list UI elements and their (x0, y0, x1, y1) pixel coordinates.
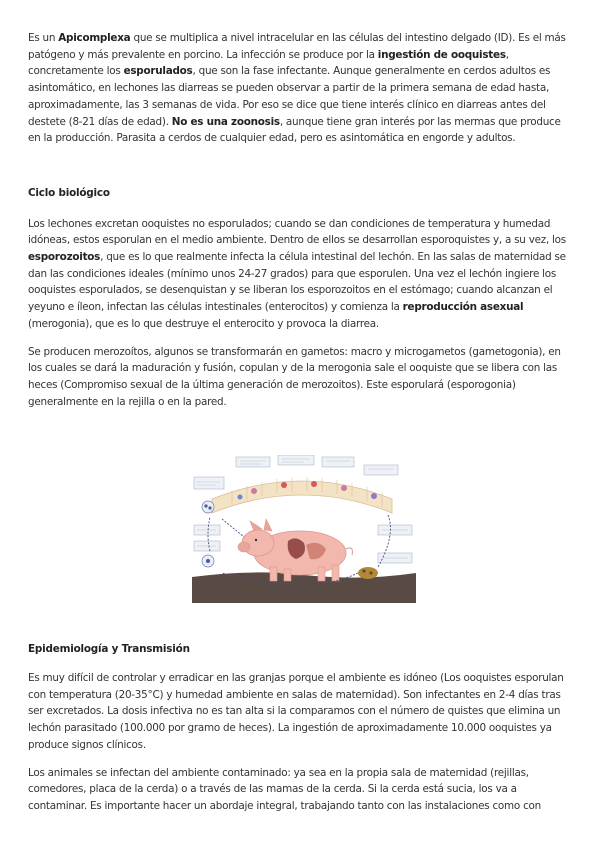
text-run: Es un (28, 32, 59, 44)
bold-term: reproducción asexual (402, 301, 524, 314)
text-run: , concretamente los (28, 48, 509, 78)
text-run: (merogonia), que es lo que destruye el enterocito y provoca la diarrea. (28, 317, 379, 330)
bold-term: No es una zoonosis (171, 115, 280, 128)
text-run: , que es lo que realmente infecta la célula intestinal del lechón. En las salas de maternidad se dan las condiciones ideales (mínimo unos 24-27 grados) para que esporulen. Una vez el lechón ingiere los ooquistes esporulados, se desenquistan y se liberan los esporozoitos en el estómago; cuando alcanzan el yeyuno e íleon, infectan las células intestinales (enterocitos) y comienza la (28, 251, 566, 314)
heading-epidemiologia: Epidemiología y Transmisión (28, 643, 190, 656)
heading-ciclo-biologico: Ciclo biológico (28, 186, 110, 199)
intro-paragraph (28, 30, 576, 147)
epidemiologia-paragraph-2: Los animales se infectan del ambiente contaminado: ya sea en la propia sala de maternidad (rejillas, comedores, placa de la cerda) o a través de las mamas de la cerda. Si la cerda está sucia, los va a contaminar. Es importante hacer un abordaje integral, trabajando tanto con las instalaciones como con (28, 766, 541, 812)
ciclo-paragraph-1 (28, 216, 576, 333)
bold-term: esporulados (123, 65, 193, 78)
document-content (28, 30, 576, 815)
ciclo-paragraph-2: Se producen merozoítos, algunos se transformarán en gametos: macro y microgametos (gametogonia), en los cuales se dará la maduración y fusión, copulan y de la merogonia sale el ooquiste que se libera con las heces (Compromiso sexual de la última generación de merozoitos). Este esporulará (esporogonia) generalmente en la rejilla o en la pared. (28, 345, 561, 408)
ground-soil (192, 573, 416, 604)
text-run: , que son la fase infectante. Aunque generalmente en cerdos adultos es asintomático, en lechones las diarreas se pueden observar a partir de la primera semana de edad hasta, aproximadamente, las 3 semanas de vida. Por eso se dice que tiene interés clínico en diarreas antes del destete (8-21 días de edad). (28, 65, 551, 128)
life-cycle-diagram (192, 455, 416, 603)
bold-term: Apicomplexa (58, 32, 131, 44)
bold-term: esporozoitos (28, 251, 101, 264)
pig-illustration (238, 519, 352, 581)
bold-term: ingestión de ooquistes (377, 48, 506, 61)
epidemiologia-paragraph-1: Es muy difícil de controlar y erradicar en las granjas porque el ambiente es idóneo (Los ooquistes esporulan con temperatura (20-35°C) y humedad ambiente en salas de maternidad). Son infectantes en 2-4 días tras ser excretados. La dosis infectiva no es tan alta si la comparamos con el número de quistes que elimina un lechón parasitado (100.000 por gramo de heces). La ingestión de aproximadamente 10.000 ooquistes ya produce signos clínicos. (28, 672, 564, 751)
text-run: que se multiplica a nivel intracelular en las células del intestino delgado (ID). Es el más patógeno y más prevalente en porcino. La infección se produce por la (28, 32, 566, 61)
feces-oocysts (358, 567, 378, 579)
text-run: , aunque tiene gran interés por las mermas que produce en la producción. Parasita a cerdos de cualquier edad, pero es asintomática en engorde y adultos. (28, 115, 561, 145)
life-cycle-illustration (192, 455, 416, 603)
text-run: Los lechones excretan ooquistes no esporulados; cuando se dan condiciones de temperatura y humedad idóneas, estos esporulan en el medio ambiente. Dentro de ellos se desarrollan esporoquistes y, a su vez, los (28, 217, 566, 247)
